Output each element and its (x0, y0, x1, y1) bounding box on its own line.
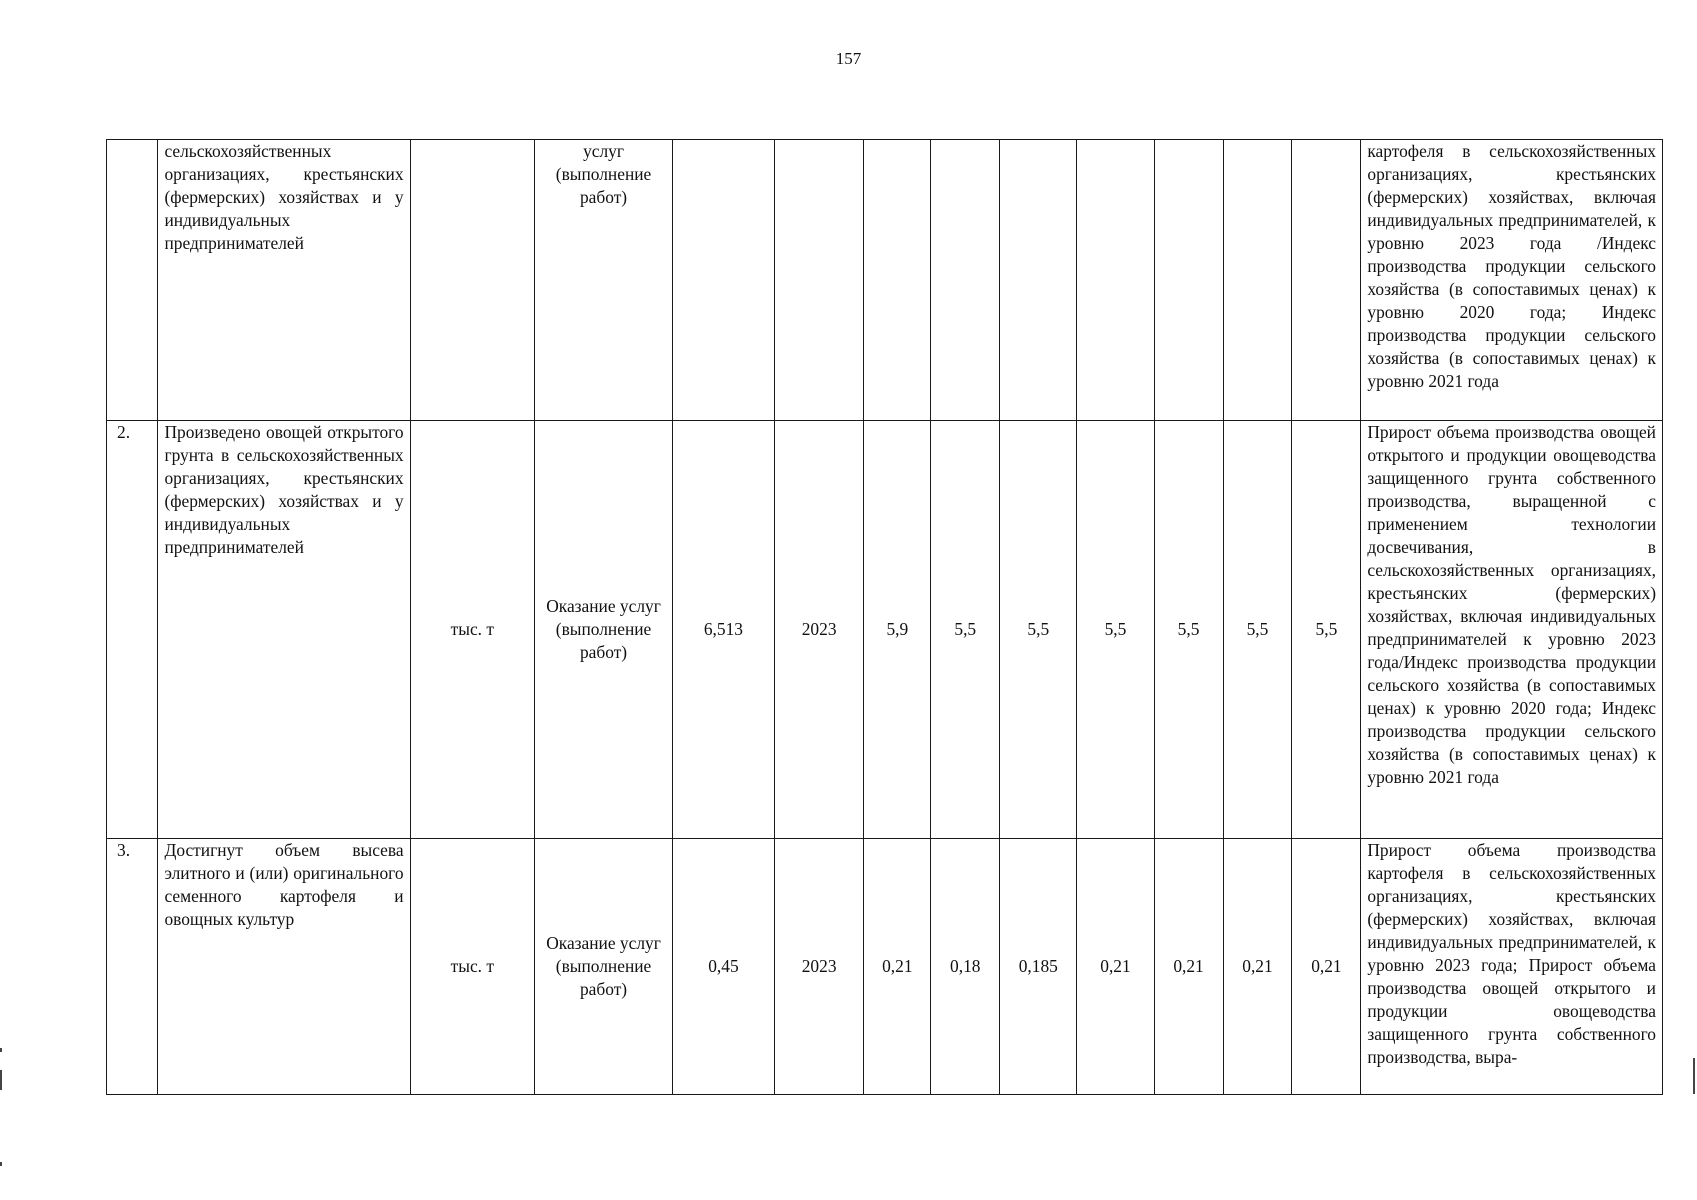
indicator-link: картофеля в сельскохозяйственных организациях, крестьянских (фермерских) хозяйствах, включая индивидуальных предпринимателей, к уровню 2023 года /Индекс производства продукции сельского хозяйства (в сопоставимых ценах) к уровню 2020 года; Индекс производства продукции сельского хозяйства (в сопоставимых ценах) к уровню 2021 года (1361, 140, 1663, 421)
year-value: 5,5 (1292, 421, 1361, 839)
year-value (1154, 140, 1223, 421)
table-row (107, 140, 1663, 421)
year-value (1000, 140, 1077, 421)
row-number (107, 140, 158, 421)
indicators-table (106, 139, 1663, 1095)
indicator-link: Прирост объема производства овощей открытого и продукции овощеводства защищенного грунта собственного производства, выращенной с применением технологии досвечивания, в сельскохозяйственных организациях, крестьянских (фермерских) хозяйствах, включая индивидуальных предпринимателей к уровню 2023 года/Индекс производства продукции сельского хозяйства (в сопоставимых ценах) к уровню 2020 года; Индекс производства продукции сельского хозяйства (в сопоставимых ценах) к уровню 2021 года (1361, 421, 1663, 839)
year-value: 0,21 (1223, 839, 1292, 1095)
base-year: 2023 (774, 839, 864, 1095)
base-value: 0,45 (672, 839, 774, 1095)
result-name: Произведено овощей открытого грунта в сельскохозяйственных организациях, крестьянских (фермерских) хозяйствах и у индивидуальных предпринимателей (158, 421, 410, 839)
year-value (1223, 140, 1292, 421)
result-type: услуг (выполнение работ) (535, 140, 673, 421)
result-name: Достигнут объем высева элитного и (или) оригинального семенного картофеля и овощных культур (158, 839, 410, 1095)
page-number: 157 (835, 49, 862, 68)
scan-margin-mark (1693, 1058, 1695, 1094)
unit (410, 140, 535, 421)
scan-margin-mark (0, 1048, 2, 1052)
row-number: 3. (107, 839, 158, 1095)
table-row (107, 421, 1663, 839)
year-value: 5,5 (1154, 421, 1223, 839)
year-value: 5,5 (931, 421, 1000, 839)
scan-margin-mark (0, 1162, 2, 1166)
year-value: 5,5 (1223, 421, 1292, 839)
year-value (931, 140, 1000, 421)
scan-margin-mark (0, 1070, 2, 1090)
unit: тыс. т (410, 421, 535, 839)
base-value: 6,513 (672, 421, 774, 839)
year-value: 0,21 (864, 839, 931, 1095)
indicator-link: Прирост объема производства картофеля в сельскохозяйственных организациях, крестьянских (фермерских) хозяйствах, включая индивидуальных предпринимателей, к уровню 2023 года; Прирост объема производства овощей открытого и продукции овощеводства защищенного грунта собственного производства, выра- (1361, 839, 1663, 1095)
result-type: Оказание услуг (выполнение работ) (535, 421, 673, 839)
year-value (1292, 140, 1361, 421)
base-year (774, 140, 864, 421)
year-value: 0,18 (931, 839, 1000, 1095)
row-number: 2. (107, 421, 158, 839)
year-value: 0,185 (1000, 839, 1077, 1095)
base-value (672, 140, 774, 421)
unit: тыс. т (410, 839, 535, 1095)
year-value: 0,21 (1292, 839, 1361, 1095)
year-value (864, 140, 931, 421)
year-value: 5,9 (864, 421, 931, 839)
result-name: сельскохозяйственных организациях, крестьянских (фермерских) хозяйствах и у индивидуальных предпринимателей (158, 140, 410, 421)
year-value: 5,5 (1000, 421, 1077, 839)
result-type: Оказание услуг (выполнение работ) (535, 839, 673, 1095)
year-value (1077, 140, 1154, 421)
year-value: 0,21 (1077, 839, 1154, 1095)
table-row (107, 839, 1663, 1095)
base-year: 2023 (774, 421, 864, 839)
year-value: 0,21 (1154, 839, 1223, 1095)
year-value: 5,5 (1077, 421, 1154, 839)
